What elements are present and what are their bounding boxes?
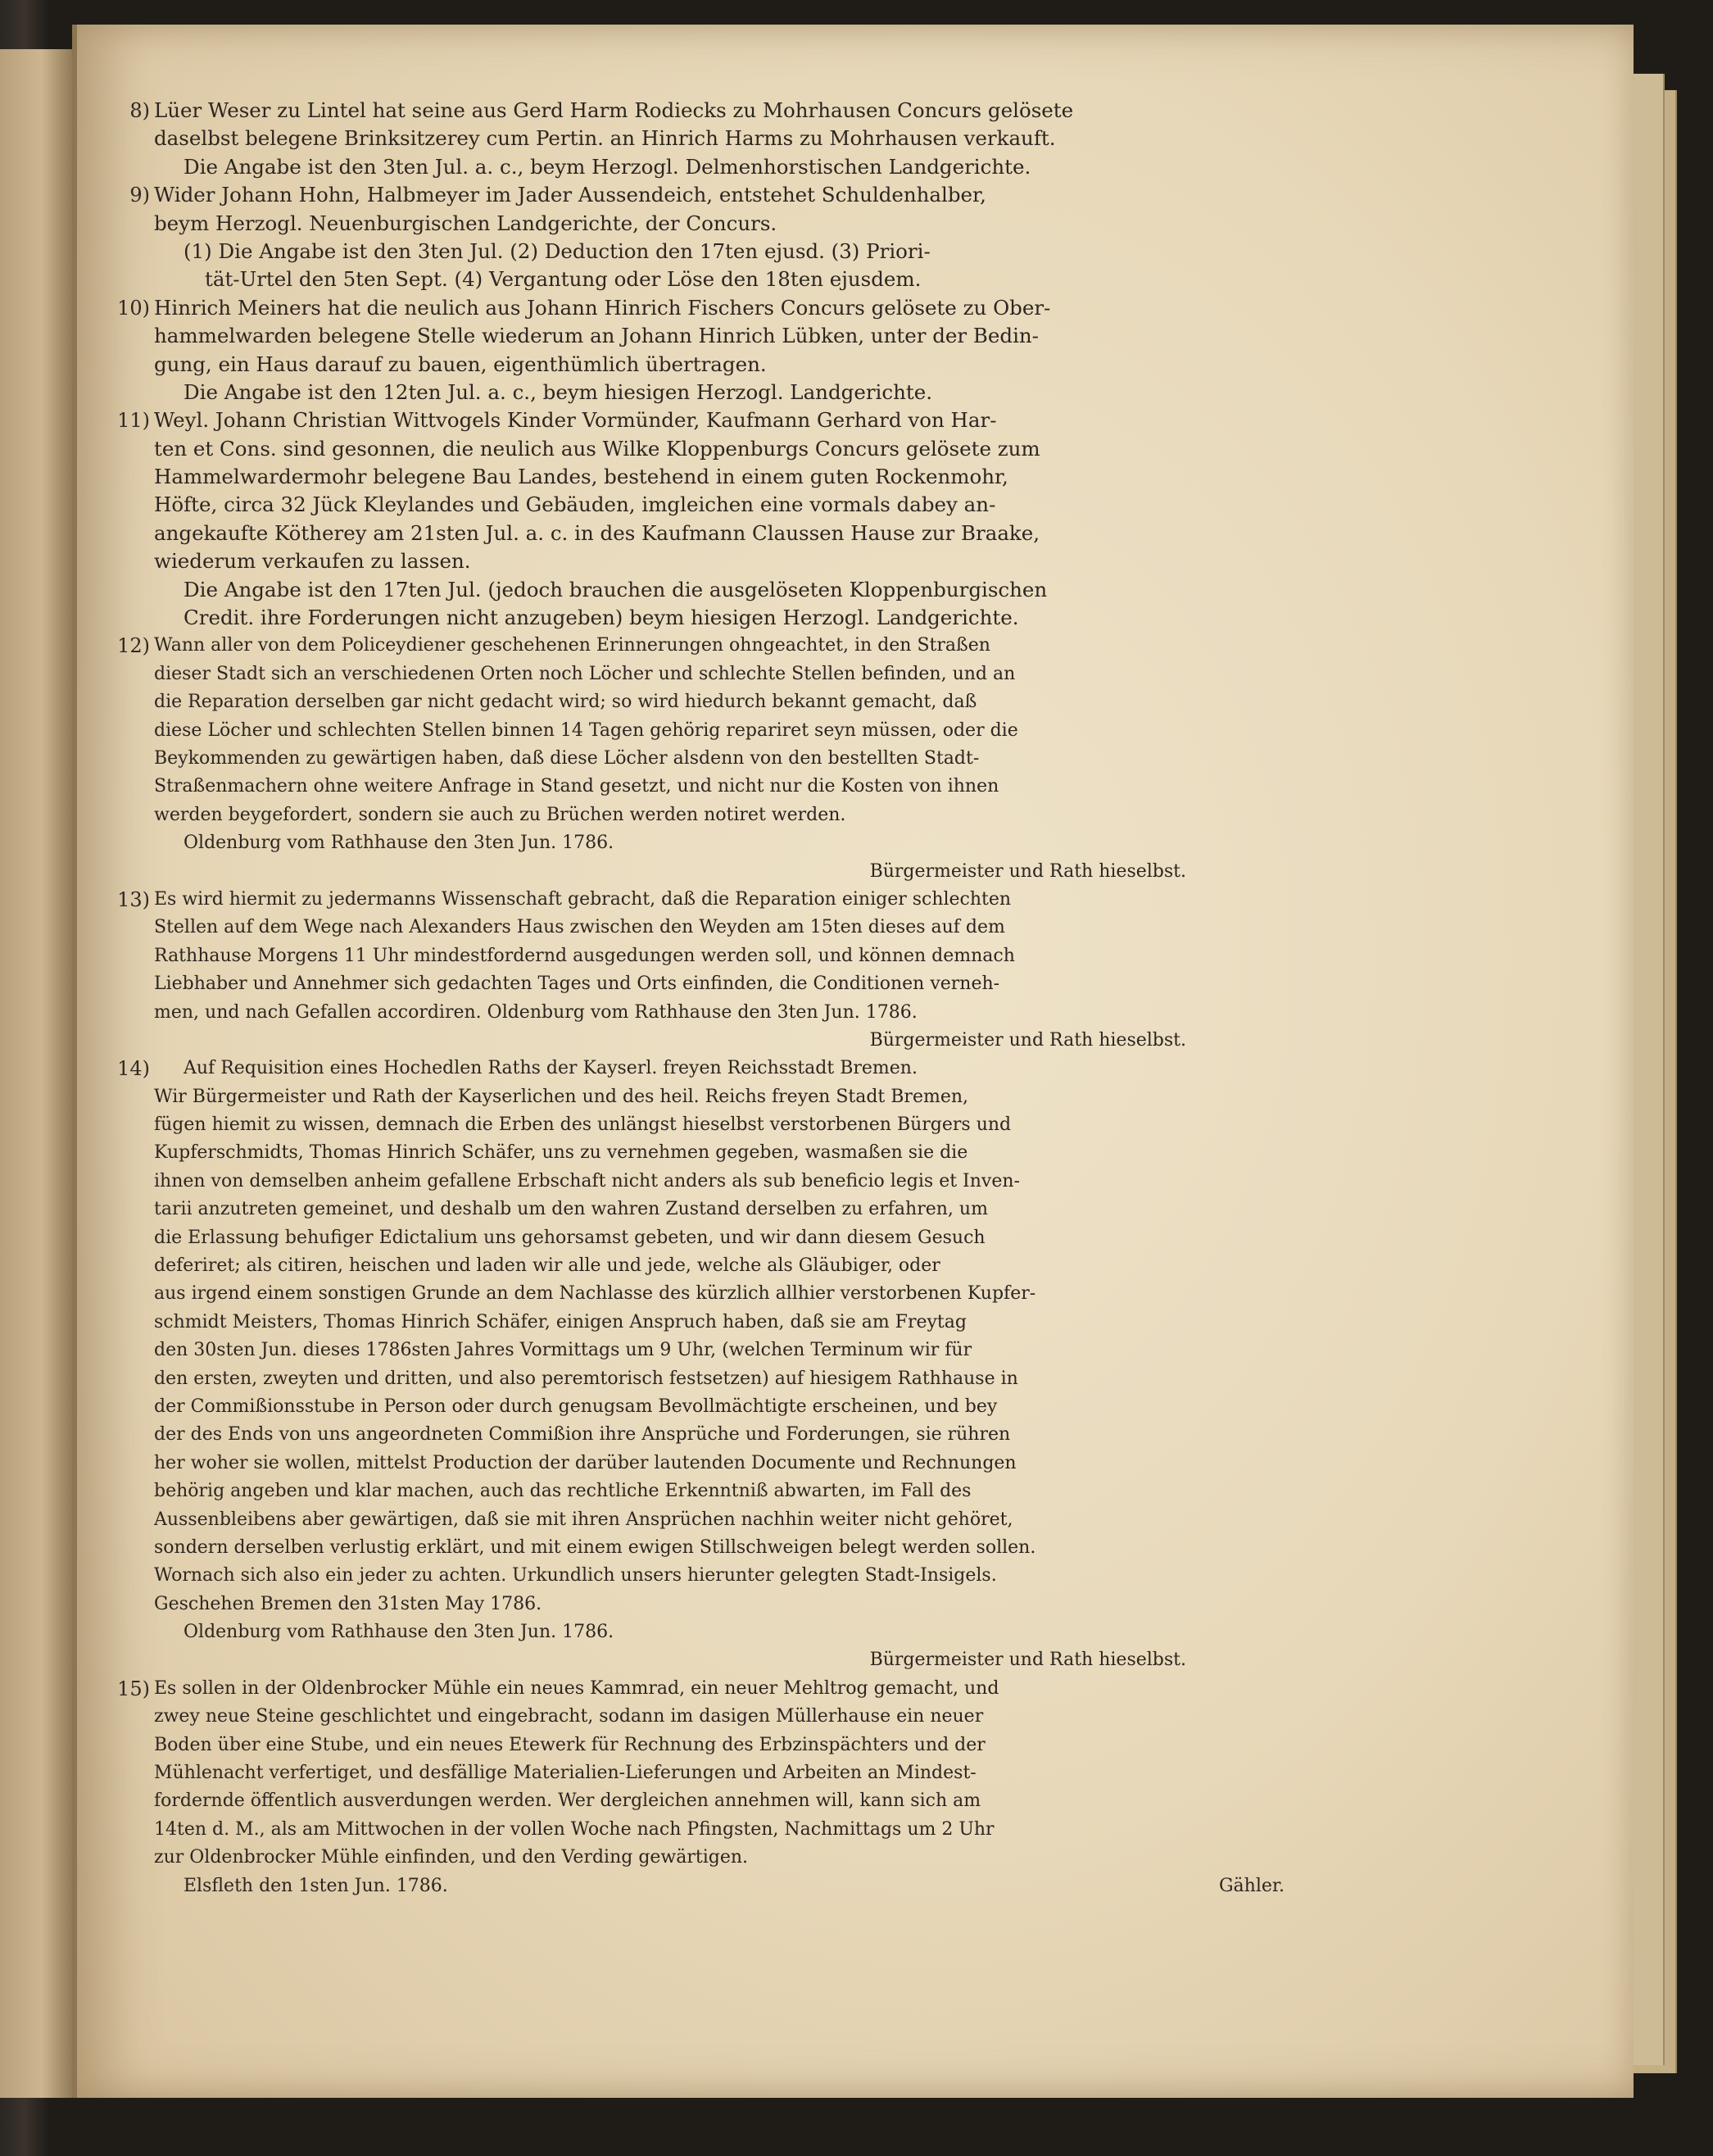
- closing-line: [154, 1872, 1383, 1900]
- text-line: zwey neue Steine geschlichtet und eingebracht, sodann im dasigen Müllerhause ein neuer: [154, 1706, 984, 1727]
- text-line: Wir Bürgermeister und Rath der Kayserlichen und des heil. Reichs freyen Stadt Bremen,: [154, 1086, 969, 1107]
- dateline: Oldenburg vom Rathhause den 3ten Jun. 1786.: [184, 1622, 614, 1643]
- entry-number: 10): [117, 296, 150, 320]
- text-line: Hammelwardermohr belegene Bau Landes, bestehend in einem guten Rockenmohr,: [154, 465, 1008, 489]
- text-line: Weyl. Johann Christian Wittvogels Kinder Vormünder, Kaufmann Gerhard von Har-: [154, 408, 997, 433]
- entry-number: 11): [117, 409, 150, 433]
- notice-entry-10: [117, 294, 1383, 407]
- entry-number: 14): [117, 1057, 150, 1081]
- notice-entry-14: [117, 1055, 1383, 1675]
- closing-signature: Gähler.: [1218, 1875, 1285, 1896]
- text-line: gung, ein Haus darauf zu bauen, eigenthümlich übertragen.: [154, 352, 767, 376]
- text-line: beym Herzogl. Neuenburgischen Landgerichte, der Concurs.: [154, 211, 777, 235]
- signature: Bürgermeister und Rath hieselbst.: [869, 1650, 1186, 1671]
- text-line: die Erlassung behufiger Edictalium uns gehorsamst gebeten, und wir dann diesem Gesuch: [154, 1227, 986, 1248]
- text-line: den 30sten Jun. dieses 1786sten Jahres Vormittags um 9 Uhr, (welchen Terminum wir für: [154, 1340, 972, 1361]
- text-line: die Reparation derselben gar nicht gedacht wird; so wird hiedurch bekannt gemacht, daß: [154, 692, 977, 713]
- dateline: Oldenburg vom Rathhause den 3ten Jun. 1786.: [184, 833, 614, 854]
- text-line: Es wird hiermit zu jedermanns Wissenschaft gebracht, daß die Reparation einiger schlechten: [154, 888, 1012, 910]
- text-line: Die Angabe ist den 17ten Jul. (jedoch brauchen die ausgelöseten Kloppenburgischen: [184, 577, 1048, 601]
- text-line: Stellen auf dem Wege nach Alexanders Haus zwischen den Weyden am 15ten dieses auf dem: [154, 917, 1005, 938]
- text-line: Straßenmachern ohne weitere Anfrage in Stand gesetzt, und nicht nur die Kosten von ihnen: [154, 776, 999, 797]
- text-line: fügen hiemit zu wissen, demnach die Erben des unlängst hieselbst verstorbenen Bürgers und: [154, 1114, 1012, 1136]
- signature: Bürgermeister und Rath hieselbst.: [869, 860, 1186, 882]
- text-line: Geschehen Bremen den 31sten May 1786.: [154, 1593, 542, 1614]
- text-line: her woher sie wollen, mittelst Production der darüber lautenden Documente und Rechnungen: [154, 1452, 1017, 1473]
- text-line: diese Löcher und schlechten Stellen binnen 14 Tagen gehörig repariret seyn müssen, oder die: [154, 719, 1018, 741]
- entry-number: 9): [129, 184, 150, 207]
- left-facing-page-edge: [0, 49, 78, 2098]
- entry-number: 13): [117, 887, 150, 911]
- notice-entry-9: [129, 181, 1383, 294]
- text-line: sondern derselben verlustig erklärt, und mit einem ewigen Stillschweigen belegt werden sollen.: [154, 1536, 1036, 1558]
- notice-entry-11: [117, 406, 1383, 632]
- text-line: ten et Cons. sind gesonnen, die neulich aus Wilke Kloppenburgs Concurs gelösete zum: [154, 436, 1040, 461]
- text-line: hammelwarden belegene Stelle wiederum an Johann Hinrich Lübken, unter der Bedin-: [154, 324, 1039, 348]
- text-line: Beykommenden zu gewärtigen haben, daß diese Löcher alsdenn von den bestellten Stadt-: [154, 747, 980, 769]
- notice-entry-15: [117, 1675, 1383, 1900]
- text-line: der Commißionsstube in Person oder durch genugsam Bevollmächtigte erscheinen, und bey: [154, 1396, 998, 1417]
- notice-entry-13: [117, 886, 1383, 1055]
- text-line: Höfte, circa 32 Jück Kleylandes und Gebäuden, imgleichen eine vormals dabey an-: [154, 492, 996, 517]
- text-line: Wann aller von dem Policeydiener geschehenen Erinnerungen ohngeachtet, in den Straßen: [154, 635, 990, 656]
- text-line: tät-Urtel den 5ten Sept. (4) Vergantung oder Löse den 18ten ejusdem.: [205, 267, 922, 292]
- page-text-block: [117, 97, 1383, 1900]
- text-line: Mühlenacht verfertiget, und desfällige Materialien-Lieferungen und Arbeiten an Mindest-: [154, 1763, 977, 1784]
- text-line: der des Ends von uns angeordneten Commißion ihre Ansprüche und Forderungen, sie rühren: [154, 1424, 1011, 1446]
- text-line: Die Angabe ist den 3ten Jul. a. c., beym Herzogl. Delmenhorstischen Landgerichte.: [184, 154, 1031, 179]
- text-line: 14ten d. M., als am Mittwochen in der vollen Woche nach Pfingsten, Nachmittags um 2 Uhr: [154, 1818, 995, 1840]
- text-line: tarii anzutreten gemeinet, und deshalb um den wahren Zustand derselben zu erfahren, um: [154, 1199, 988, 1220]
- text-line: wiederum verkaufen zu lassen.: [154, 549, 471, 574]
- text-line: ihnen von demselben anheim gefallene Erbschaft nicht anders als sub beneficio legis et Inven-: [154, 1170, 1020, 1191]
- text-line: daselbst belegene Brinksitzerey cum Pertin. an Hinrich Harms zu Mohrhausen verkauft.: [154, 126, 1056, 151]
- text-line: zur Oldenbrocker Mühle einfinden, und den Verding gewärtigen.: [154, 1847, 749, 1868]
- text-line: aus irgend einem sonstigen Grunde an dem Nachlasse des kürzlich allhier verstorbenen Kupfer-: [154, 1283, 1036, 1305]
- text-line: Wider Johann Hohn, Halbmeyer im Jader Aussendeich, entstehet Schuldenhalber,: [154, 183, 986, 207]
- text-line: Liebhaber und Annehmer sich gedachten Tages und Orts einfinden, die Conditionen verneh-: [154, 974, 1000, 995]
- text-line: schmidt Meisters, Thomas Hinrich Schäfer, einigen Anspruch haben, daß sie am Freytag: [154, 1311, 967, 1332]
- notice-entry-12: [117, 632, 1383, 886]
- text-line: Hinrich Meiners hat die neulich aus Johann Hinrich Fischers Concurs gelösete zu Ober-: [154, 295, 1051, 320]
- entry-number: 15): [117, 1677, 150, 1700]
- text-line: Es sollen in der Oldenbrocker Mühle ein neues Kammrad, ein neuer Mehltrog gemacht, und: [154, 1677, 999, 1699]
- entry-number: 12): [117, 634, 150, 658]
- text-line: deferiret; als citiren, heischen und laden wir alle und jede, welche als Gläubiger, oder: [154, 1255, 940, 1277]
- text-line: Auf Requisition eines Hochedlen Raths der Kayserl. freyen Reichsstadt Bremen.: [184, 1058, 918, 1079]
- text-line: Credit. ihre Forderungen nicht anzugeben) beym hiesigen Herzogl. Landgerichte.: [184, 606, 1019, 630]
- entry-number: 8): [129, 99, 150, 122]
- signature: Bürgermeister und Rath hieselbst.: [869, 1029, 1186, 1051]
- text-line: Rathhause Morgens 11 Uhr mindestfordernd ausgedungen werden soll, und können demnach: [154, 945, 1015, 966]
- text-line: Lüer Weser zu Lintel hat seine aus Gerd Harm Rodiecks zu Mohrhausen Concurs gelösete: [154, 98, 1074, 122]
- text-line: dieser Stadt sich an verschiedenen Orten noch Löcher und schlechte Stellen befinden, und an: [154, 663, 1016, 684]
- text-line: werden beygefordert, sondern sie auch zu Brüchen werden notiret werden.: [154, 804, 846, 825]
- text-line: men, und nach Gefallen accordiren. Oldenburg vom Rathhause den 3ten Jun. 1786.: [154, 1001, 918, 1023]
- text-line: fordernde öffentlich ausverdungen werden. Wer dergleichen annehmen will, kann sich am: [154, 1791, 981, 1812]
- text-line: Boden über eine Stube, und ein neues Etewerk für Rechnung des Erbzinspächters und der: [154, 1734, 986, 1755]
- text-line: Kupferschmidts, Thomas Hinrich Schäfer, uns zu vernehmen gegeben, wasmaßen sie die: [154, 1142, 968, 1164]
- text-line: behörig angeben und klar machen, auch das rechtliche Erkenntniß abwarten, im Fall des: [154, 1481, 972, 1502]
- notice-entry-8: [129, 97, 1383, 181]
- text-line: Wornach sich also ein jeder zu achten. Urkundlich unsers hierunter gelegten Stadt-Insigels.: [154, 1565, 997, 1586]
- text-line: Die Angabe ist den 12ten Jul. a. c., beym hiesigen Herzogl. Landgerichte.: [184, 379, 933, 404]
- text-line: (1) Die Angabe ist den 3ten Jul. (2) Deduction den 17ten ejusd. (3) Priori-: [184, 238, 931, 263]
- closing-place-date: Elsfleth den 1sten Jun. 1786.: [184, 1875, 448, 1896]
- text-line: den ersten, zweyten und dritten, und also peremtorisch festsetzen) auf hiesigem Rathhause in: [154, 1368, 1018, 1389]
- text-line: Aussenbleibens aber gewärtigen, daß sie mit ihren Ansprüchen nachhin weiter nicht gehöret,: [154, 1509, 1013, 1530]
- text-line: angekaufte Kötherey am 21sten Jul. a. c. in des Kaufmann Claussen Hause zur Braake,: [154, 520, 1040, 545]
